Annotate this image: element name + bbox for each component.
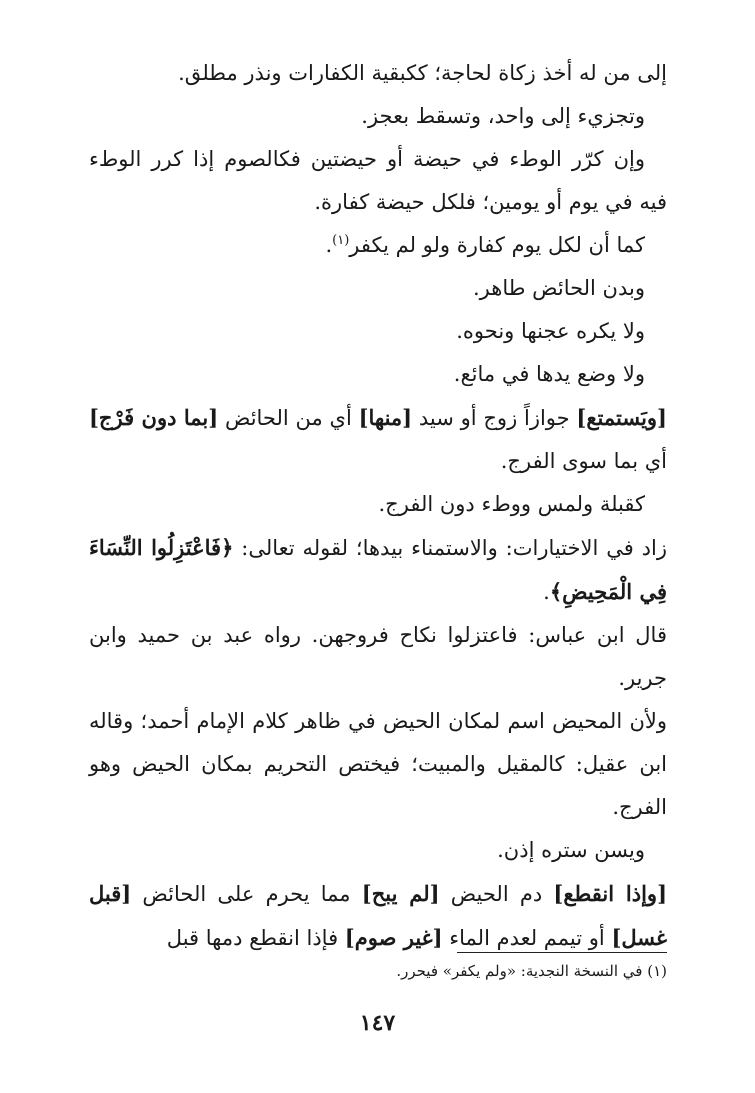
paragraph [89, 396, 667, 483]
text-run: كقبلة ولمس ووطء دون الفرج. [378, 492, 645, 516]
paragraph [89, 224, 667, 267]
text-run: أي بما سوى الفرج. [500, 449, 667, 473]
paragraph [89, 267, 667, 310]
bold-term: [قبل غسل] [89, 881, 667, 950]
paragraph [89, 95, 667, 138]
paragraph [89, 700, 667, 829]
paragraph [89, 483, 667, 526]
paragraph [89, 614, 667, 700]
text-run: كما أن لكل يوم كفارة ولو لم يكفر [349, 233, 645, 257]
text-run: . [325, 233, 333, 257]
text-run: ولا وضع يدها في مائع. [453, 362, 645, 386]
footnote-reference: (١) [332, 233, 350, 248]
bold-term: [وإذا انقطع] [553, 881, 668, 906]
bold-term: [بما دون فَرْج] [89, 405, 219, 430]
footnote-divider [457, 952, 667, 953]
text-run: وإن كرّر الوطء في حيضة أو حيضتين فكالصوم إذا كرر الوطء فيه في يوم أو يومين؛ فلكل حيضة كفارة. [89, 147, 667, 214]
paragraph [89, 872, 667, 960]
page-number: ١٤٧ [359, 1010, 396, 1036]
text-run: وبدن الحائض طاهر. [473, 276, 645, 300]
text-run: دم الحيض [439, 882, 554, 906]
text-run: إلى من له أخذ زكاة لحاجة؛ ككبقية الكفارات ونذر مطلق. [178, 61, 667, 85]
paragraph [89, 353, 667, 396]
main-text [89, 52, 667, 960]
footnote: (١) في النسخة النجدية: «ولم يكفر» فيحرر. [396, 962, 667, 980]
text-run: أي من الحائض [218, 406, 359, 430]
text-run: قال ابن عباس: فاعتزلوا نكاح فروجهن. رواه عبد بن حميد وابن جرير. [89, 623, 667, 690]
text-run: زاد في الاختيارات: والاستمناء بيدها؛ لقوله تعالى: [233, 536, 667, 560]
text-run: مما يحرم على الحائض [131, 882, 362, 906]
bold-term: [غير صوم] [344, 925, 443, 950]
text-run: أو تيمم لعدم الماء [442, 926, 612, 950]
bold-term: [ويَستمتع] [576, 405, 667, 430]
paragraph [89, 829, 667, 872]
text-run: جوازاً زوج أو سيد [412, 406, 577, 430]
bold-term: [لم يبح] [361, 881, 440, 906]
text-run: . [543, 580, 550, 604]
bold-term: [منها] [358, 405, 413, 430]
paragraph [89, 526, 667, 614]
text-run: فإذا انقطع دمها قبل [166, 926, 345, 950]
text-run: ولأن المحيض اسم لمكان الحيض في ظاهر كلام الإمام أحمد؛ وقاله ابن عقيل: كالمقيل والمبيت؛ فيختص التحريم بمكان الحيض وهو الفرج. [89, 709, 667, 819]
text-run: ولا يكره عجنها ونحوه. [456, 319, 645, 343]
paragraph [89, 310, 667, 353]
paragraph [89, 52, 667, 95]
text-run: ويسن ستره إذن. [497, 838, 645, 862]
bold-term: ﴿فَاعْتَزِلُوا النِّسَاءَ فِي الْمَحِيضِ﴾ [89, 535, 667, 604]
text-run: وتجزيء إلى واحد، وتسقط بعجز. [361, 104, 645, 128]
paragraph [89, 138, 667, 224]
